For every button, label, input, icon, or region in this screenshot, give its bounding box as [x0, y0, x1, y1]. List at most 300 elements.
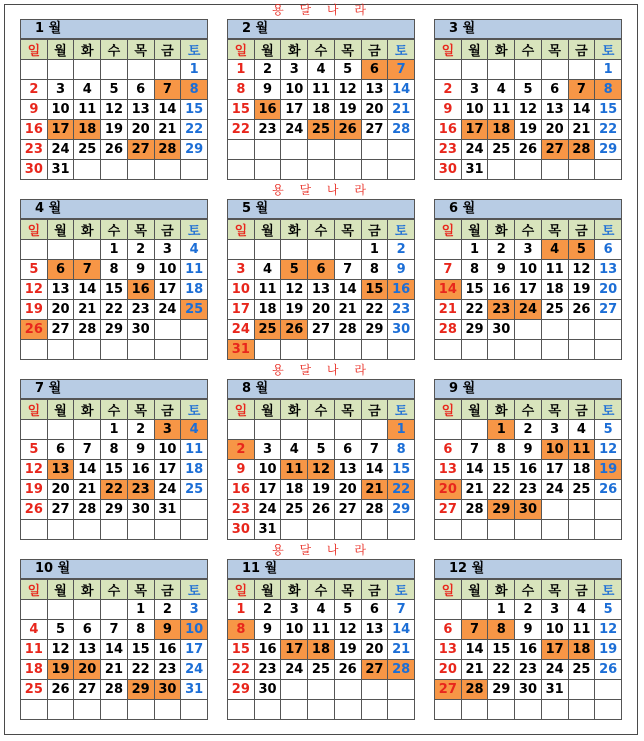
day-cell[interactable]: 2: [488, 240, 515, 260]
day-cell[interactable]: 16: [515, 640, 542, 660]
day-cell[interactable]: 26: [568, 300, 595, 320]
day-cell[interactable]: 30: [254, 680, 281, 700]
day-cell[interactable]: 19: [568, 280, 595, 300]
day-cell[interactable]: 14: [74, 280, 101, 300]
day-cell[interactable]: 24: [154, 480, 181, 500]
day-cell[interactable]: 11: [254, 280, 281, 300]
day-cell[interactable]: 19: [101, 120, 128, 140]
day-cell[interactable]: 21: [461, 480, 488, 500]
day-cell[interactable]: 16: [435, 120, 462, 140]
day-cell[interactable]: 10: [281, 80, 308, 100]
day-cell[interactable]: 25: [568, 480, 595, 500]
day-cell[interactable]: 1: [461, 240, 488, 260]
day-cell[interactable]: 4: [308, 600, 335, 620]
day-cell[interactable]: 17: [515, 280, 542, 300]
day-cell[interactable]: 13: [47, 280, 74, 300]
day-cell[interactable]: 8: [181, 80, 208, 100]
day-cell[interactable]: 28: [74, 500, 101, 520]
day-cell[interactable]: 23: [254, 660, 281, 680]
day-cell[interactable]: 6: [435, 440, 462, 460]
day-cell[interactable]: 15: [488, 640, 515, 660]
day-cell[interactable]: 24: [154, 300, 181, 320]
day-cell[interactable]: 11: [568, 440, 595, 460]
day-cell[interactable]: 28: [388, 120, 415, 140]
day-cell[interactable]: 5: [281, 260, 308, 280]
day-cell[interactable]: 25: [281, 500, 308, 520]
day-cell[interactable]: 7: [461, 440, 488, 460]
day-cell[interactable]: 13: [74, 640, 101, 660]
day-cell[interactable]: 8: [101, 260, 128, 280]
day-cell[interactable]: 21: [154, 120, 181, 140]
day-cell[interactable]: 11: [541, 260, 568, 280]
day-cell[interactable]: 27: [595, 300, 622, 320]
day-cell[interactable]: 22: [181, 120, 208, 140]
day-cell[interactable]: 7: [568, 80, 595, 100]
day-cell[interactable]: 18: [74, 120, 101, 140]
day-cell[interactable]: 8: [228, 620, 255, 640]
day-cell[interactable]: 22: [228, 120, 255, 140]
day-cell[interactable]: 1: [228, 60, 255, 80]
day-cell[interactable]: 18: [21, 660, 48, 680]
day-cell[interactable]: 5: [334, 600, 361, 620]
day-cell[interactable]: 29: [488, 680, 515, 700]
day-cell[interactable]: 30: [488, 320, 515, 340]
day-cell[interactable]: 24: [541, 660, 568, 680]
day-cell[interactable]: 8: [595, 80, 622, 100]
day-cell[interactable]: 26: [308, 500, 335, 520]
day-cell[interactable]: 10: [228, 280, 255, 300]
day-cell[interactable]: 17: [181, 640, 208, 660]
day-cell[interactable]: 5: [21, 440, 48, 460]
day-cell[interactable]: 30: [21, 160, 48, 180]
day-cell[interactable]: 19: [515, 120, 542, 140]
day-cell[interactable]: 26: [21, 500, 48, 520]
day-cell[interactable]: 14: [101, 640, 128, 660]
day-cell[interactable]: 24: [228, 320, 255, 340]
day-cell[interactable]: 20: [541, 120, 568, 140]
day-cell[interactable]: 14: [461, 460, 488, 480]
day-cell[interactable]: 22: [488, 480, 515, 500]
day-cell[interactable]: 31: [181, 680, 208, 700]
day-cell[interactable]: 27: [435, 500, 462, 520]
day-cell[interactable]: 9: [388, 260, 415, 280]
day-cell[interactable]: 13: [308, 280, 335, 300]
day-cell[interactable]: 3: [515, 240, 542, 260]
day-cell[interactable]: 14: [74, 460, 101, 480]
day-cell[interactable]: 6: [308, 260, 335, 280]
day-cell[interactable]: 12: [308, 460, 335, 480]
day-cell[interactable]: 18: [568, 640, 595, 660]
day-cell[interactable]: 20: [435, 480, 462, 500]
day-cell[interactable]: 27: [361, 660, 388, 680]
day-cell[interactable]: 8: [127, 620, 154, 640]
day-cell[interactable]: 15: [461, 280, 488, 300]
day-cell[interactable]: 27: [334, 500, 361, 520]
day-cell[interactable]: 17: [254, 480, 281, 500]
day-cell[interactable]: 18: [541, 280, 568, 300]
day-cell[interactable]: 17: [281, 100, 308, 120]
day-cell[interactable]: 30: [127, 500, 154, 520]
day-cell[interactable]: 24: [281, 660, 308, 680]
day-cell[interactable]: 28: [154, 140, 181, 160]
day-cell[interactable]: 20: [47, 300, 74, 320]
day-cell[interactable]: 20: [47, 480, 74, 500]
day-cell[interactable]: 14: [461, 640, 488, 660]
day-cell[interactable]: 25: [74, 140, 101, 160]
day-cell[interactable]: 6: [47, 260, 74, 280]
day-cell[interactable]: 23: [388, 300, 415, 320]
day-cell[interactable]: 19: [281, 300, 308, 320]
day-cell[interactable]: 26: [21, 320, 48, 340]
day-cell[interactable]: 4: [308, 60, 335, 80]
day-cell[interactable]: 6: [74, 620, 101, 640]
day-cell[interactable]: 26: [595, 480, 622, 500]
day-cell[interactable]: 23: [435, 140, 462, 160]
day-cell[interactable]: 14: [361, 460, 388, 480]
day-cell[interactable]: 11: [281, 460, 308, 480]
day-cell[interactable]: 6: [361, 600, 388, 620]
day-cell[interactable]: 12: [281, 280, 308, 300]
day-cell[interactable]: 12: [568, 260, 595, 280]
day-cell[interactable]: 17: [281, 640, 308, 660]
day-cell[interactable]: 25: [254, 320, 281, 340]
day-cell[interactable]: 8: [228, 80, 255, 100]
day-cell[interactable]: 17: [228, 300, 255, 320]
day-cell[interactable]: 5: [595, 420, 622, 440]
day-cell[interactable]: 2: [154, 600, 181, 620]
day-cell[interactable]: 9: [127, 440, 154, 460]
day-cell[interactable]: 14: [154, 100, 181, 120]
day-cell[interactable]: 17: [154, 280, 181, 300]
day-cell[interactable]: 26: [334, 660, 361, 680]
day-cell[interactable]: 20: [361, 100, 388, 120]
day-cell[interactable]: 15: [595, 100, 622, 120]
day-cell[interactable]: 16: [254, 640, 281, 660]
day-cell[interactable]: 19: [334, 640, 361, 660]
day-cell[interactable]: 19: [334, 100, 361, 120]
day-cell[interactable]: 7: [101, 620, 128, 640]
day-cell[interactable]: 7: [334, 260, 361, 280]
day-cell[interactable]: 2: [127, 240, 154, 260]
day-cell[interactable]: 18: [254, 300, 281, 320]
day-cell[interactable]: 30: [154, 680, 181, 700]
day-cell[interactable]: 31: [47, 160, 74, 180]
day-cell[interactable]: 2: [388, 240, 415, 260]
day-cell[interactable]: 18: [568, 460, 595, 480]
day-cell[interactable]: 3: [181, 600, 208, 620]
day-cell[interactable]: 15: [101, 280, 128, 300]
day-cell[interactable]: 3: [541, 600, 568, 620]
day-cell[interactable]: 21: [568, 120, 595, 140]
day-cell[interactable]: 12: [515, 100, 542, 120]
day-cell[interactable]: 27: [435, 680, 462, 700]
day-cell[interactable]: 20: [334, 480, 361, 500]
day-cell[interactable]: 17: [461, 120, 488, 140]
day-cell[interactable]: 1: [595, 60, 622, 80]
day-cell[interactable]: 21: [388, 100, 415, 120]
day-cell[interactable]: 18: [308, 100, 335, 120]
day-cell[interactable]: 29: [488, 500, 515, 520]
day-cell[interactable]: 23: [515, 660, 542, 680]
day-cell[interactable]: 3: [281, 600, 308, 620]
day-cell[interactable]: 2: [254, 600, 281, 620]
day-cell[interactable]: 11: [568, 620, 595, 640]
day-cell[interactable]: 25: [308, 120, 335, 140]
day-cell[interactable]: 16: [228, 480, 255, 500]
day-cell[interactable]: 27: [361, 120, 388, 140]
day-cell[interactable]: 2: [435, 80, 462, 100]
day-cell[interactable]: 13: [435, 460, 462, 480]
day-cell[interactable]: 12: [334, 80, 361, 100]
day-cell[interactable]: 19: [595, 640, 622, 660]
day-cell[interactable]: 11: [181, 260, 208, 280]
day-cell[interactable]: 16: [488, 280, 515, 300]
day-cell[interactable]: 10: [154, 260, 181, 280]
day-cell[interactable]: 25: [541, 300, 568, 320]
day-cell[interactable]: 28: [461, 680, 488, 700]
day-cell[interactable]: 9: [254, 620, 281, 640]
day-cell[interactable]: 22: [101, 480, 128, 500]
day-cell[interactable]: 14: [388, 80, 415, 100]
day-cell[interactable]: 20: [595, 280, 622, 300]
day-cell[interactable]: 10: [154, 440, 181, 460]
day-cell[interactable]: 15: [488, 460, 515, 480]
day-cell[interactable]: 20: [308, 300, 335, 320]
day-cell[interactable]: 4: [281, 440, 308, 460]
day-cell[interactable]: 30: [515, 500, 542, 520]
day-cell[interactable]: 30: [127, 320, 154, 340]
day-cell[interactable]: 5: [568, 240, 595, 260]
day-cell[interactable]: 1: [101, 420, 128, 440]
day-cell[interactable]: 10: [541, 620, 568, 640]
day-cell[interactable]: 9: [127, 260, 154, 280]
day-cell[interactable]: 5: [308, 440, 335, 460]
day-cell[interactable]: 5: [334, 60, 361, 80]
day-cell[interactable]: 13: [595, 260, 622, 280]
day-cell[interactable]: 25: [308, 660, 335, 680]
day-cell[interactable]: 7: [461, 620, 488, 640]
day-cell[interactable]: 8: [388, 440, 415, 460]
day-cell[interactable]: 24: [47, 140, 74, 160]
day-cell[interactable]: 3: [47, 80, 74, 100]
day-cell[interactable]: 18: [181, 460, 208, 480]
day-cell[interactable]: 12: [101, 100, 128, 120]
day-cell[interactable]: 26: [515, 140, 542, 160]
day-cell[interactable]: 1: [228, 600, 255, 620]
day-cell[interactable]: 26: [47, 680, 74, 700]
day-cell[interactable]: 16: [254, 100, 281, 120]
day-cell[interactable]: 1: [101, 240, 128, 260]
day-cell[interactable]: 19: [308, 480, 335, 500]
day-cell[interactable]: 2: [515, 600, 542, 620]
day-cell[interactable]: 6: [47, 440, 74, 460]
day-cell[interactable]: 5: [101, 80, 128, 100]
day-cell[interactable]: 4: [488, 80, 515, 100]
day-cell[interactable]: 2: [21, 80, 48, 100]
day-cell[interactable]: 7: [74, 260, 101, 280]
day-cell[interactable]: 16: [154, 640, 181, 660]
day-cell[interactable]: 1: [361, 240, 388, 260]
day-cell[interactable]: 4: [21, 620, 48, 640]
day-cell[interactable]: 11: [308, 620, 335, 640]
day-cell[interactable]: 18: [488, 120, 515, 140]
day-cell[interactable]: 7: [388, 600, 415, 620]
day-cell[interactable]: 31: [541, 680, 568, 700]
day-cell[interactable]: 10: [515, 260, 542, 280]
day-cell[interactable]: 1: [127, 600, 154, 620]
day-cell[interactable]: 19: [595, 460, 622, 480]
day-cell[interactable]: 26: [334, 120, 361, 140]
day-cell[interactable]: 27: [541, 140, 568, 160]
day-cell[interactable]: 20: [361, 640, 388, 660]
day-cell[interactable]: 24: [515, 300, 542, 320]
day-cell[interactable]: 4: [74, 80, 101, 100]
day-cell[interactable]: 13: [47, 460, 74, 480]
day-cell[interactable]: 12: [595, 440, 622, 460]
day-cell[interactable]: 21: [361, 480, 388, 500]
day-cell[interactable]: 3: [541, 420, 568, 440]
day-cell[interactable]: 4: [568, 600, 595, 620]
day-cell[interactable]: 19: [47, 660, 74, 680]
day-cell[interactable]: 28: [361, 500, 388, 520]
day-cell[interactable]: 12: [47, 640, 74, 660]
day-cell[interactable]: 22: [388, 480, 415, 500]
day-cell[interactable]: 30: [388, 320, 415, 340]
day-cell[interactable]: 28: [74, 320, 101, 340]
day-cell[interactable]: 29: [181, 140, 208, 160]
day-cell[interactable]: 16: [127, 460, 154, 480]
day-cell[interactable]: 12: [21, 460, 48, 480]
day-cell[interactable]: 28: [388, 660, 415, 680]
day-cell[interactable]: 14: [568, 100, 595, 120]
day-cell[interactable]: 1: [488, 420, 515, 440]
day-cell[interactable]: 4: [181, 420, 208, 440]
day-cell[interactable]: 17: [47, 120, 74, 140]
day-cell[interactable]: 3: [154, 420, 181, 440]
day-cell[interactable]: 6: [595, 240, 622, 260]
day-cell[interactable]: 8: [361, 260, 388, 280]
day-cell[interactable]: 16: [21, 120, 48, 140]
day-cell[interactable]: 9: [254, 80, 281, 100]
day-cell[interactable]: 14: [388, 620, 415, 640]
day-cell[interactable]: 15: [361, 280, 388, 300]
day-cell[interactable]: 24: [461, 140, 488, 160]
day-cell[interactable]: 17: [154, 460, 181, 480]
day-cell[interactable]: 18: [308, 640, 335, 660]
day-cell[interactable]: 29: [101, 500, 128, 520]
day-cell[interactable]: 18: [181, 280, 208, 300]
day-cell[interactable]: 22: [488, 660, 515, 680]
day-cell[interactable]: 21: [461, 660, 488, 680]
day-cell[interactable]: 7: [435, 260, 462, 280]
day-cell[interactable]: 22: [461, 300, 488, 320]
day-cell[interactable]: 24: [254, 500, 281, 520]
day-cell[interactable]: 15: [228, 640, 255, 660]
day-cell[interactable]: 5: [47, 620, 74, 640]
day-cell[interactable]: 25: [488, 140, 515, 160]
day-cell[interactable]: 3: [461, 80, 488, 100]
day-cell[interactable]: 7: [154, 80, 181, 100]
day-cell[interactable]: 20: [435, 660, 462, 680]
day-cell[interactable]: 26: [101, 140, 128, 160]
day-cell[interactable]: 23: [127, 480, 154, 500]
day-cell[interactable]: 6: [361, 60, 388, 80]
day-cell[interactable]: 17: [541, 640, 568, 660]
day-cell[interactable]: 31: [254, 520, 281, 540]
day-cell[interactable]: 10: [541, 440, 568, 460]
day-cell[interactable]: 27: [47, 500, 74, 520]
day-cell[interactable]: 31: [154, 500, 181, 520]
day-cell[interactable]: 16: [515, 460, 542, 480]
day-cell[interactable]: 25: [21, 680, 48, 700]
day-cell[interactable]: 16: [127, 280, 154, 300]
day-cell[interactable]: 22: [595, 120, 622, 140]
day-cell[interactable]: 2: [228, 440, 255, 460]
day-cell[interactable]: 22: [127, 660, 154, 680]
day-cell[interactable]: 19: [21, 480, 48, 500]
day-cell[interactable]: 18: [281, 480, 308, 500]
day-cell[interactable]: 28: [461, 500, 488, 520]
day-cell[interactable]: 13: [435, 640, 462, 660]
day-cell[interactable]: 29: [388, 500, 415, 520]
day-cell[interactable]: 9: [21, 100, 48, 120]
day-cell[interactable]: 9: [228, 460, 255, 480]
day-cell[interactable]: 26: [281, 320, 308, 340]
day-cell[interactable]: 11: [21, 640, 48, 660]
day-cell[interactable]: 22: [101, 300, 128, 320]
day-cell[interactable]: 11: [488, 100, 515, 120]
day-cell[interactable]: 7: [388, 60, 415, 80]
day-cell[interactable]: 13: [127, 100, 154, 120]
day-cell[interactable]: 19: [21, 300, 48, 320]
day-cell[interactable]: 9: [515, 440, 542, 460]
day-cell[interactable]: 17: [541, 460, 568, 480]
day-cell[interactable]: 14: [435, 280, 462, 300]
day-cell[interactable]: 25: [181, 300, 208, 320]
day-cell[interactable]: 9: [488, 260, 515, 280]
day-cell[interactable]: 15: [101, 460, 128, 480]
day-cell[interactable]: 28: [435, 320, 462, 340]
day-cell[interactable]: 6: [127, 80, 154, 100]
day-cell[interactable]: 28: [334, 320, 361, 340]
day-cell[interactable]: 5: [515, 80, 542, 100]
day-cell[interactable]: 23: [127, 300, 154, 320]
day-cell[interactable]: 4: [254, 260, 281, 280]
day-cell[interactable]: 10: [461, 100, 488, 120]
day-cell[interactable]: 29: [228, 680, 255, 700]
day-cell[interactable]: 29: [595, 140, 622, 160]
day-cell[interactable]: 21: [74, 300, 101, 320]
day-cell[interactable]: 25: [181, 480, 208, 500]
day-cell[interactable]: 3: [228, 260, 255, 280]
day-cell[interactable]: 3: [281, 60, 308, 80]
day-cell[interactable]: 15: [181, 100, 208, 120]
day-cell[interactable]: 22: [228, 660, 255, 680]
day-cell[interactable]: 16: [388, 280, 415, 300]
day-cell[interactable]: 12: [334, 620, 361, 640]
day-cell[interactable]: 4: [568, 420, 595, 440]
day-cell[interactable]: 11: [181, 440, 208, 460]
day-cell[interactable]: 9: [154, 620, 181, 640]
day-cell[interactable]: 29: [461, 320, 488, 340]
day-cell[interactable]: 15: [127, 640, 154, 660]
day-cell[interactable]: 12: [595, 620, 622, 640]
day-cell[interactable]: 23: [154, 660, 181, 680]
day-cell[interactable]: 8: [488, 620, 515, 640]
day-cell[interactable]: 1: [388, 420, 415, 440]
day-cell[interactable]: 20: [127, 120, 154, 140]
day-cell[interactable]: 24: [181, 660, 208, 680]
